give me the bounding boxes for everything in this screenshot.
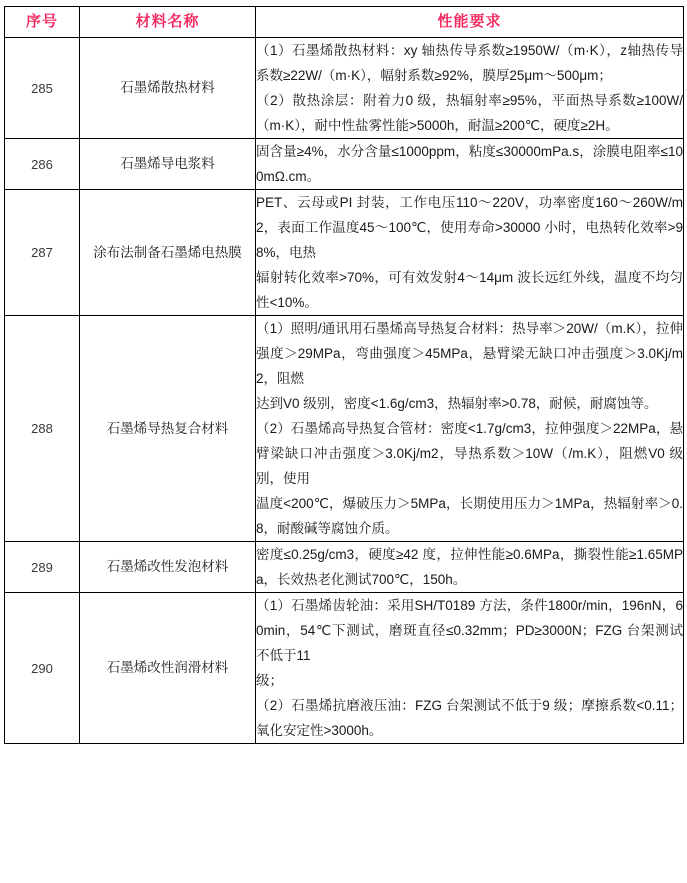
performance-requirement	[256, 38, 684, 139]
performance-requirement	[256, 593, 684, 744]
material-name: 石墨烯散热材料	[80, 38, 256, 139]
requirement-line: （1）石墨烯齿轮油：采用SH/T0189 方法，条件1800r/min，196nN，60min，54℃下测试，磨斑直径≤0.32mm；PD≥3000N；FZG 台架测试不低于11	[256, 598, 683, 663]
material-name: 石墨烯改性发泡材料	[80, 542, 256, 593]
table-header	[5, 7, 684, 38]
table-body	[5, 38, 684, 744]
requirement-line: 密度≤0.25g/cm3，硬度≥42 度，拉伸性能≥0.6MPa，撕裂性能≥1.65MPa，长效热老化测试700℃，150h。	[256, 547, 683, 587]
requirement-line: 级；	[256, 673, 283, 688]
material-name: 涂布法制备石墨烯电热膜	[80, 190, 256, 316]
row-number: 287	[5, 190, 80, 316]
row-number: 285	[5, 38, 80, 139]
table-row	[5, 316, 684, 542]
material-name: 石墨烯改性润滑材料	[80, 593, 256, 744]
material-name: 石墨烯导电浆料	[80, 139, 256, 190]
requirement-line: （1）石墨烯散热材料：xy 轴热传导系数≥1950W/（m·K），z轴热传导系数≥22W/（m·K），幅射系数≥92%，膜厚25μm～500μm；	[256, 43, 683, 83]
requirement-line: （2）石墨烯抗磨液压油：FZG 台架测试不低于9 级；摩擦系数<0.11；氧化安定性>3000h。	[256, 698, 683, 738]
column-header-name: 材料名称	[80, 7, 256, 38]
table-row	[5, 593, 684, 744]
table-row	[5, 542, 684, 593]
requirement-line: （2）石墨烯高导热复合管材：密度<1.7g/cm3，拉伸强度＞22MPa，悬臂梁缺口冲击强度＞3.0Kj/m2，导热系数＞10W（/m.K），阻燃V0 级别，使用	[256, 421, 683, 486]
column-header-req: 性能要求	[256, 7, 684, 38]
row-number: 289	[5, 542, 80, 593]
row-number: 288	[5, 316, 80, 542]
requirement-line: （1）照明/通讯用石墨烯高导热复合材料：热导率＞20W/（m.K），拉伸强度＞29MPa，弯曲强度＞45MPa，悬臂梁无缺口冲击强度＞3.0Kj/m2，阻燃	[256, 321, 683, 386]
column-header-no: 序号	[5, 7, 80, 38]
requirement-line: 固含量≥4%，水分含量≤1000ppm，粘度≤30000mPa.s，涂膜电阻率≤100mΩ.cm。	[256, 144, 683, 184]
table-row	[5, 139, 684, 190]
table-header-row	[5, 7, 684, 38]
performance-requirement	[256, 542, 684, 593]
table-row	[5, 38, 684, 139]
performance-requirement	[256, 139, 684, 190]
performance-requirement	[256, 190, 684, 316]
row-number: 286	[5, 139, 80, 190]
row-number: 290	[5, 593, 80, 744]
requirement-line: （2）散热涂层：附着力0 级，热辐射率≥95%，平面热导系数≥100W/（m·K），耐中性盐雾性能>5000h，耐温≥200℃，硬度≥2H。	[256, 93, 683, 133]
material-name: 石墨烯导热复合材料	[80, 316, 256, 542]
performance-requirement	[256, 316, 684, 542]
requirement-line: 达到V0 级别，密度<1.6g/cm3，热辐射率>0.78，耐候，耐腐蚀等。	[256, 396, 658, 411]
material-specification-table	[4, 6, 684, 744]
requirement-line: PET、云母或PI 封装，工作电压110～220V，功率密度160～260W/m2，表面工作温度45～100℃，使用寿命>30000 小时，电热转化效率>98%，电热	[256, 195, 683, 260]
table-row	[5, 190, 684, 316]
requirement-line: 温度<200℃，爆破压力＞5MPa，长期使用压力＞1MPa，热辐射率＞0.8，耐酸碱等腐蚀介质。	[256, 496, 683, 536]
requirement-line: 辐射转化效率>70%，可有效发射4～14μm 波长远红外线，温度不均匀性<10%。	[256, 270, 683, 310]
